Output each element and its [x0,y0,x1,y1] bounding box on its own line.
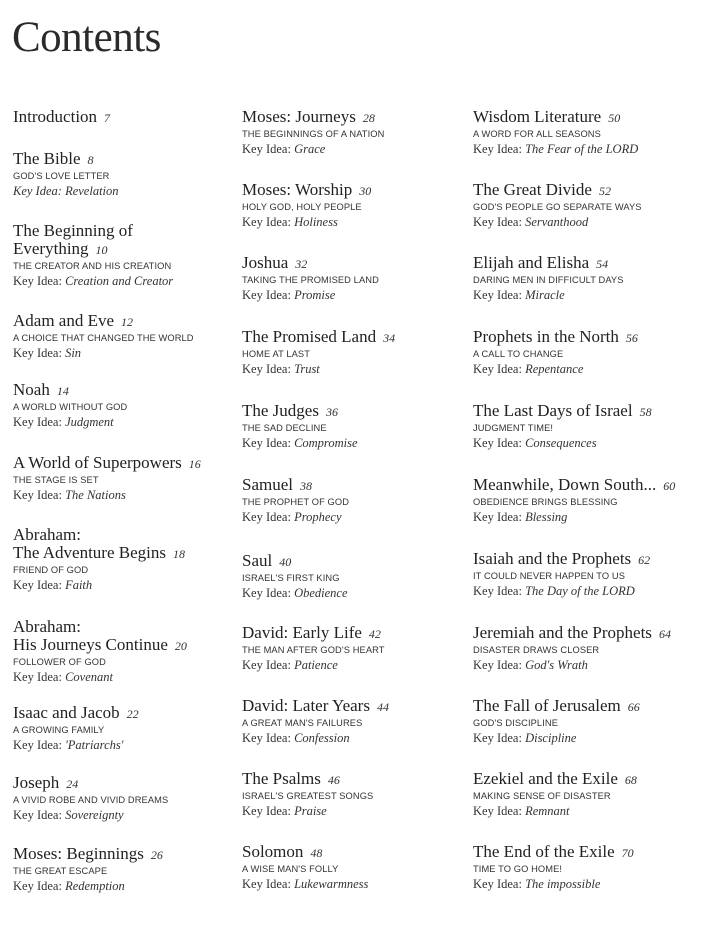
entry-title[interactable] [13,526,241,563]
entry-title-text: Ezekiel and the Exile [473,769,618,788]
toc-entry[interactable] [473,843,723,892]
page-number: 24 [66,777,79,791]
entry-title-text: Introduction [13,107,98,126]
page-number: 62 [638,553,651,567]
toc-entry[interactable] [242,624,470,673]
page-number: 48 [310,846,323,860]
key-idea-value: Compromise [294,436,358,450]
key-idea-label: Key Idea: [13,738,62,752]
toc-entry[interactable] [13,150,241,199]
toc-entry[interactable] [473,402,723,451]
key-idea-label: Key Idea: [242,362,291,376]
entry-title-text: Solomon [242,842,304,861]
toc-entry[interactable] [242,328,470,377]
entry-subtitle: GOD'S PEOPLE GO SEPARATE WAYS [473,202,642,212]
entry-subtitle: A GREAT MAN'S FAILURES [242,718,363,728]
entry-subtitle: TIME TO GO HOME! [473,864,563,874]
entry-subtitle: A CHOICE THAT CHANGED THE WORLD [13,333,194,343]
key-idea-value: Creation and Creator [65,274,174,288]
key-idea-value: Revelation [65,184,119,198]
entry-title[interactable] [13,454,241,473]
page-number: 54 [596,257,609,271]
entry-title[interactable] [13,618,241,655]
entry-title-line: Abraham: [13,525,81,544]
page-number: 46 [327,773,340,787]
key-idea-value: Promise [294,288,336,302]
key-idea-label: Key Idea: [13,808,62,822]
key-idea [242,509,470,525]
entry-subtitle: THE CREATOR AND HIS CREATION [13,261,172,271]
key-idea-label: Key Idea: [242,658,291,672]
key-idea [242,803,470,819]
entry-subtitle: A GROWING FAMILY [13,725,105,735]
key-idea-label: Key Idea: [473,362,522,376]
entry-title[interactable] [242,697,470,716]
entry-subtitle: GOD'S LOVE LETTER [13,171,110,181]
entry-title-text: Moses: Worship [242,180,353,199]
key-idea-label: Key Idea: [13,879,62,893]
entry-title-text: Isaac and Jacob [13,703,120,722]
key-idea-value: Remnant [525,804,570,818]
key-idea-label: Key Idea: [13,578,62,592]
entry-subtitle: JUDGMENT TIME! [473,423,554,433]
key-idea-label: Key Idea: [473,215,522,229]
entry-title[interactable] [242,770,470,789]
page-number: 66 [627,700,640,714]
toc-entry[interactable] [13,704,241,753]
toc-entry[interactable] [242,476,470,525]
toc-entry[interactable] [13,454,241,503]
toc-entry[interactable] [473,697,723,746]
entry-title[interactable] [13,150,241,169]
toc-entry[interactable] [242,402,470,451]
entry-title[interactable] [473,254,723,273]
entry-title-text: Noah [13,380,50,399]
entry-subtitle: ISRAEL'S GREATEST SONGS [242,791,374,801]
key-idea-value: The Fear of the LORD [525,142,639,156]
toc-entry[interactable] [242,697,470,746]
key-idea [13,577,241,593]
toc-entry[interactable] [242,552,470,601]
page-number: 16 [188,457,201,471]
key-idea [473,509,723,525]
key-idea [242,657,470,673]
page-number: 30 [359,184,372,198]
toc-entry[interactable] [13,381,241,430]
key-idea-value: Sin [65,346,82,360]
entry-title[interactable] [242,254,470,273]
entry-title-line: His Journeys Continue 20 [13,635,187,654]
entry-subtitle: A WISE MAN'S FOLLY [242,864,339,874]
entry-title-text: Jeremiah and the Prophets [473,623,652,642]
key-idea [13,345,241,361]
entry-title-text: David: Early Life [242,623,362,642]
key-idea-label: Key Idea: [13,346,62,360]
key-idea-label: Key Idea: [473,877,522,891]
page-number: 70 [621,846,634,860]
key-idea-label: Key Idea: [473,584,522,598]
page-number: 12 [121,315,134,329]
key-idea-value: Blessing [525,510,568,524]
key-idea-value: Patience [294,658,338,672]
page-number: 8 [87,153,94,167]
entry-title-text: The Great Divide [473,180,592,199]
entry-title-text: Elijah and Elisha [473,253,590,272]
key-idea [473,361,723,377]
key-idea-value: Discipline [525,731,577,745]
key-idea-label: Key Idea: [242,804,291,818]
entry-title[interactable] [473,697,723,716]
toc-entry[interactable] [473,476,723,525]
page-number: 60 [663,479,676,493]
entry-subtitle: OBEDIENCE BRINGS BLESSING [473,497,618,507]
toc-entry[interactable] [242,843,470,892]
key-idea [473,730,723,746]
entry-subtitle: A CALL TO CHANGE [473,349,564,359]
toc-entry[interactable] [473,770,723,819]
entry-title-text: The Psalms [242,769,321,788]
key-idea [242,287,470,303]
key-idea-label: Key Idea: [242,215,291,229]
key-idea [242,214,470,230]
entry-subtitle: FOLLOWER OF GOD [13,657,106,667]
key-idea [242,361,470,377]
entry-title[interactable] [13,381,241,400]
entry-subtitle: THE STAGE IS SET [13,475,99,485]
key-idea-value: Trust [294,362,320,376]
entry-title-text: Adam and Eve [13,311,115,330]
key-idea-label: Key Idea: [242,436,291,450]
entry-title[interactable] [473,624,723,643]
entry-title-text: The End of the Exile [473,842,615,861]
page-number: 52 [598,184,611,198]
key-idea [13,414,241,430]
key-idea-value: Confession [294,731,350,745]
key-idea-value: Obedience [294,586,348,600]
toc-entry[interactable] [13,222,241,289]
entry-subtitle: HOLY GOD, HOLY PEOPLE [242,202,362,212]
key-idea-value: Praise [294,804,327,818]
entry-title-text: David: Later Years [242,696,370,715]
toc-entry[interactable] [242,770,470,819]
entry-title-text: Isaiah and the Prophets [473,549,632,568]
key-idea [242,435,470,451]
key-idea-label: Key Idea: [13,274,62,288]
toc-entry[interactable] [13,774,241,823]
entry-title[interactable] [242,843,470,862]
key-idea [13,737,241,753]
entry-title-text: Moses: Journeys [242,107,356,126]
entry-title[interactable] [473,108,723,127]
toc-entry[interactable] [473,328,723,377]
key-idea-label: Key Idea: [242,142,291,156]
key-idea-value: God's Wrath [525,658,588,672]
key-idea-label: Key Idea: [473,804,522,818]
key-idea-value: 'Patriarchs' [65,738,124,752]
toc-entry[interactable] [13,312,241,361]
entry-title-text: Wisdom Literature [473,107,602,126]
entry-title-text: Meanwhile, Down South... [473,475,657,494]
key-idea-label: Key Idea: [473,288,522,302]
page-number: 40 [279,555,292,569]
key-idea [473,287,723,303]
key-idea-label: Key Idea: [473,658,522,672]
key-idea-value: Redemption [65,879,125,893]
entry-subtitle: ISRAEL'S FIRST KING [242,573,340,583]
page-title: Contents [12,14,161,61]
entry-title-line: The Adventure Begins 18 [13,543,185,562]
key-idea-label: Key Idea: [242,288,291,302]
toc-entry[interactable] [13,526,241,593]
toc-entry[interactable] [473,181,723,230]
page-number: 36 [325,405,338,419]
toc-entry[interactable] [13,845,241,894]
key-idea [473,435,723,451]
key-idea-label: Key Idea: [242,586,291,600]
key-idea [473,657,723,673]
toc-entry[interactable] [473,550,723,599]
page-number: 20 [174,639,187,653]
key-idea-value: Prophecy [294,510,342,524]
key-idea-value: Grace [294,142,326,156]
page-number: 34 [383,331,396,345]
key-idea-value: The Nations [65,488,126,502]
entry-subtitle: GOD'S DISCIPLINE [473,718,558,728]
key-idea [13,183,241,199]
toc-entry[interactable] [13,108,241,127]
toc-entry[interactable] [242,254,470,303]
entry-subtitle: HOME AT LAST [242,349,311,359]
key-idea [13,487,241,503]
key-idea-label: Key Idea: [242,877,291,891]
key-idea [13,878,241,894]
entry-title-text: The Judges [242,401,319,420]
entry-subtitle: THE PROPHET OF GOD [242,497,350,507]
key-idea [473,583,723,599]
entry-title[interactable] [473,328,723,347]
entry-title-text: The Last Days of Israel [473,401,633,420]
key-idea [473,214,723,230]
page-number: 18 [172,547,185,561]
entry-title[interactable] [473,476,723,495]
page-number: 42 [368,627,381,641]
key-idea-value: Faith [65,578,93,592]
entry-title[interactable] [13,774,241,793]
page-number: 64 [658,627,671,641]
key-idea-label: Key Idea: [242,510,291,524]
key-idea [242,585,470,601]
key-idea-label: Key Idea: [13,184,62,198]
key-idea [13,669,241,685]
page-number: 22 [126,707,139,721]
page-number: 14 [56,384,69,398]
key-idea-value: The Day of the LORD [525,584,635,598]
key-idea [242,730,470,746]
entry-subtitle: TAKING THE PROMISED LAND [242,275,379,285]
key-idea-label: Key Idea: [13,488,62,502]
entry-title[interactable] [242,476,470,495]
toc-entry[interactable] [473,108,723,157]
entry-title-text: Moses: Beginnings [13,844,144,863]
entry-title[interactable] [242,108,470,127]
entry-subtitle: FRIEND OF GOD [13,565,89,575]
entry-title[interactable] [13,108,241,127]
entry-title[interactable] [242,328,470,347]
entry-subtitle: THE BEGINNINGS OF A NATION [242,129,385,139]
key-idea-value: Covenant [65,670,113,684]
entry-title-text: The Fall of Jerusalem [473,696,621,715]
entry-title[interactable] [242,402,470,421]
entry-title-text: The Promised Land [242,327,377,346]
key-idea-label: Key Idea: [473,510,522,524]
key-idea [473,141,723,157]
page-number: 68 [624,773,637,787]
key-idea-label: Key Idea: [473,142,522,156]
entry-title-text: The Bible [13,149,81,168]
page-number: 50 [608,111,621,125]
entry-title[interactable] [242,552,470,571]
toc-entry[interactable] [242,181,470,230]
toc-entry[interactable] [13,618,241,685]
page-number: 32 [295,257,308,271]
key-idea-label: Key Idea: [473,436,522,450]
entry-title[interactable] [13,845,241,864]
key-idea-value: Repentance [525,362,584,376]
page-number: 10 [95,243,108,257]
entry-subtitle: A VIVID ROBE AND VIVID DREAMS [13,795,169,805]
key-idea-value: Consequences [525,436,597,450]
entry-subtitle: DARING MEN IN DIFFICULT DAYS [473,275,624,285]
page-number: 7 [104,111,111,125]
key-idea-value: Miracle [525,288,565,302]
entry-title-text: Joseph [13,773,60,792]
entry-title[interactable] [473,550,723,569]
entry-title-text: Samuel [242,475,293,494]
entry-title-text: Joshua [242,253,289,272]
key-idea [13,807,241,823]
page-number: 56 [625,331,638,345]
entry-title[interactable] [13,312,241,331]
page-number: 26 [150,848,163,862]
entry-title[interactable] [473,181,723,200]
key-idea [13,273,241,289]
key-idea [242,876,470,892]
key-idea-label: Key Idea: [473,731,522,745]
page-number: 38 [300,479,312,493]
key-idea [242,141,470,157]
entry-subtitle: A WORD FOR ALL SEASONS [473,129,601,139]
entry-subtitle: DISASTER DRAWS CLOSER [473,645,600,655]
entry-title-line: Everything 10 [13,239,108,258]
entry-title[interactable] [242,624,470,643]
toc-entry[interactable] [242,108,470,157]
key-idea-value: Servanthood [525,215,589,229]
entry-subtitle: THE SAD DECLINE [242,423,327,433]
toc-entry[interactable] [473,254,723,303]
entry-subtitle: MAKING SENSE OF DISASTER [473,791,611,801]
entry-title[interactable] [473,770,723,789]
entry-title[interactable] [473,843,723,862]
page-number: 44 [376,700,389,714]
entry-subtitle: THE GREAT ESCAPE [13,866,108,876]
key-idea-value: The impossible [525,877,601,891]
page-number: 58 [639,405,652,419]
entry-title[interactable] [473,402,723,421]
key-idea-label: Key Idea: [242,731,291,745]
entry-title-text: Prophets in the North [473,327,619,346]
key-idea-value: Holiness [294,215,338,229]
entry-title[interactable] [13,222,241,259]
page-number: 28 [362,111,375,125]
entry-title-text: Saul [242,551,273,570]
key-idea-label: Key Idea: [13,415,62,429]
key-idea-value: Lukewarmness [294,877,369,891]
key-idea-value: Judgment [65,415,114,429]
entry-subtitle: THE MAN AFTER GOD'S HEART [242,645,385,655]
entry-title[interactable] [242,181,470,200]
entry-subtitle: IT COULD NEVER HAPPEN TO US [473,571,626,581]
key-idea [473,876,723,892]
entry-title-line: The Beginning of [13,221,133,240]
entry-title[interactable] [13,704,241,723]
key-idea-value: Sovereignty [65,808,124,822]
entry-subtitle: A WORLD WITHOUT GOD [13,402,128,412]
key-idea-label: Key Idea: [13,670,62,684]
toc-entry[interactable] [473,624,723,673]
entry-title-line: Abraham: [13,617,81,636]
entry-title-text: A World of Superpowers [13,453,182,472]
key-idea [473,803,723,819]
